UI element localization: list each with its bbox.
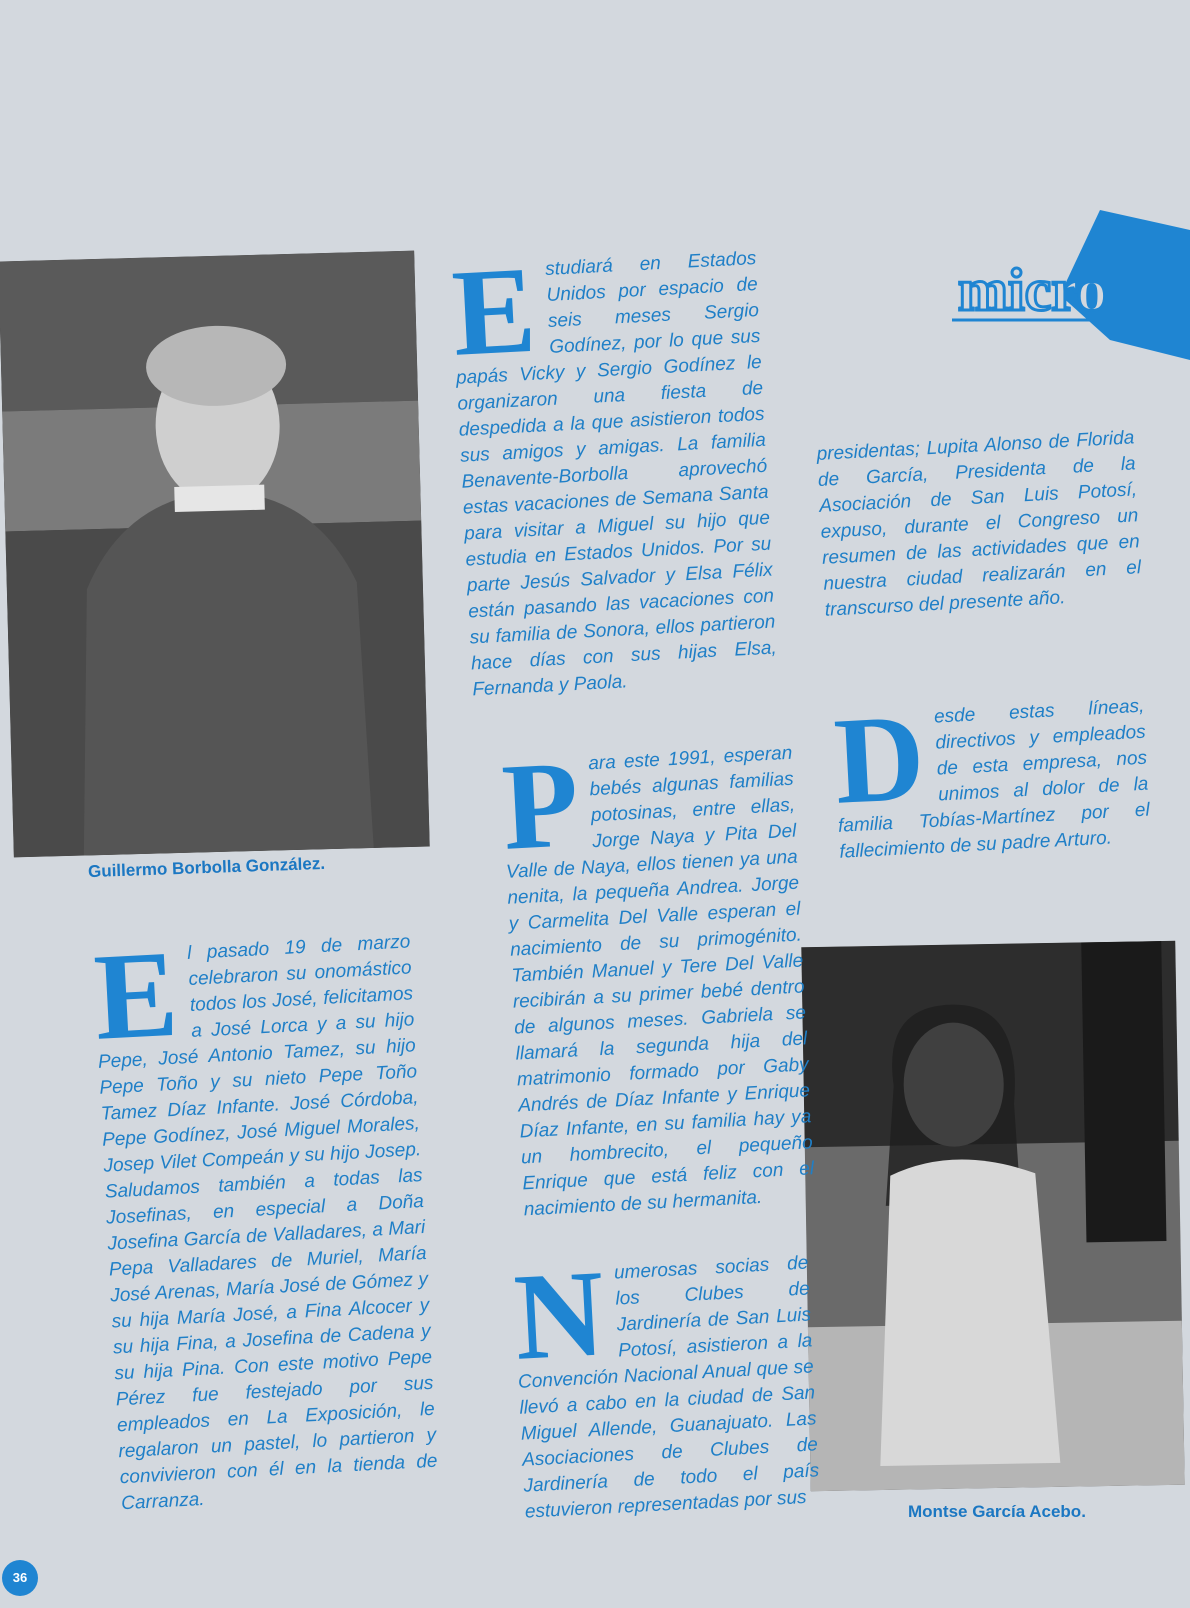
article-body: ara este 1991, esperan bebés algunas familias potosinas, entre ellas, Jorge Naya y Pita Del Valle de Naya, ellos tienen ya una nenita, la pequeña Andrea. Jorge y Carmelita Del Valle esperan el nacimiento de su primogénito. También Manuel y Tere Del Valle recibirán a su primer bebé dentro de algunos meses. Gabriela se llamará la segunda hija del matrimonio formado por Gaby Andrés de Díaz Infante y Enrique Díaz Infante, en su familia hay ya un hombrecito, el pequeño Enrique que está feliz con el nacimiento de su hermanita. [505,742,815,1221]
article-desde-estas-lineas [831,688,1152,866]
article-numerosas-socias [511,1244,821,1526]
article-body: studiará en Estados Unidos por espacio de seis meses Sergio Godínez, por lo que sus papás Vicky y Sergio Godínez le organizaron una fiesta de despedida a la que asistieron todos sus amigos y amigas. La familia Benavente-Borbolla aprovechó estas vacaciones de Semana Santa para visitar a Miguel su hijo que estudia en Estados Unidos. Por su parte Jesús Salvador y Elsa Félix están pasando las vacaciones con su familia de Sonora, ellos partieron hace días con sus hijas Elsa, Fernanda y Paola. [455,247,778,701]
page-number: 36 [2,1560,38,1596]
logo-text: micro [958,257,1107,323]
article-body: l pasado 19 de marzo celebraron su onomástico todos los José, felicitamos a José Lorca y a su hijo Pepe, José Antonio Tamez, su hijo Pepe Toño y su nieto Pepe Toño Tamez Díaz Infante. José Córdoba, Pepe Godínez, José Miguel Morales, Josep Vilet Compeán y su hijo Josep. Saludamos también a todas las Josefinas, en especial a Doña Josefina García de Valladares, a Mari Pepa Valladares de Muriel, María José Arenas, María José de Gómez y su hija María José, a Fina Alcocer y su hija Fina, a Josefina de Cadena y su hija Pina. Con este motivo Pepe Pérez fue festejado por sus empleados en La Exposición, le regalaron un pastel, lo partieron y convivieron con él en la tienda de Carranza. [97,931,438,1515]
article-para-este-1991 [499,735,816,1224]
dropcap-p: P [499,735,582,876]
dropcap-d: D [831,688,928,830]
dropcap-n: N [511,1244,608,1386]
photo-caption-boy: Guillermo Borbolla González. [87,853,326,882]
article-estudiara [449,240,779,703]
article-presidentas [816,425,1143,623]
article-body: umerosas socias de los Clubes de Jardinería de San Luis Potosí, asistieron a la Convención Nacional Anual que se llevó a cabo en la ciudad de San Miguel Allende, Guanajuato. Las Asociaciones de Clubes de Jardinería de todo el país estuvieron representadas por sus [517,1252,820,1523]
article-el-pasado-19-de-marzo [91,924,440,1517]
article-body: presidentas; Lupita Alonso de Florida de García, Presidenta de la Asociación de San Luis Potosí, expuso, durante el Congreso un resumen de las actividades que en nuestra ciudad realizarán en el transcurso del presente año. [816,427,1142,621]
dropcap-e: E [449,240,539,382]
micro-logo [950,210,1190,360]
photo-caption-girl: Montse García Acebo. [908,1502,1086,1521]
dropcap-e-2: E [91,924,181,1066]
article-body: esde estas líneas, directivos y empleados de esta empresa, nos unimos al dolor de la familia Tobías-Martínez por el fallecimiento de su padre Arturo. [837,695,1151,863]
photo-girl [801,941,1184,1491]
photo-boy [0,251,430,858]
